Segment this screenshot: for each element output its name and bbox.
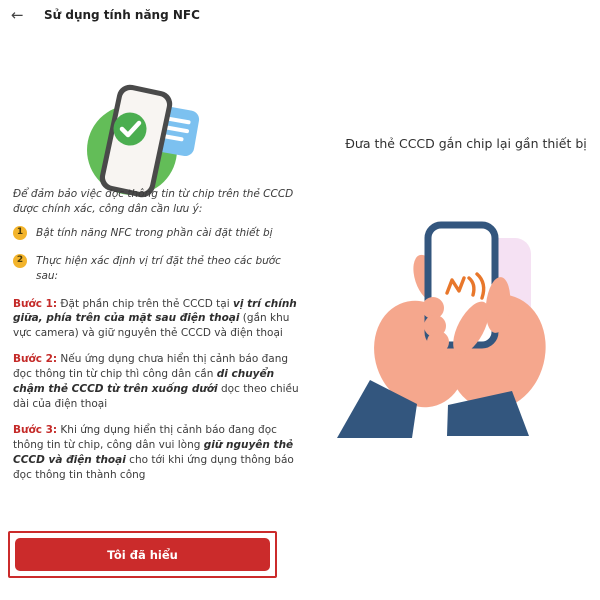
note-1-badge: 1 — [13, 226, 27, 240]
note-item-1 — [13, 226, 306, 241]
step-2-label: Bước 2: — [13, 353, 58, 366]
note-2-badge: 2 — [13, 254, 27, 268]
step-2-text: Nếu ứng dụng chưa hiển thị cảnh báo đang đọc thông tin từ chip thì công dân cần — [13, 353, 289, 381]
instructions-panel — [13, 187, 306, 494]
step-3-text: Khi ứng dụng hiển thị cảnh báo đang đọc thông tin từ chip, công dân vui lòng — [13, 423, 277, 451]
app-header — [0, 0, 600, 30]
primary-button-focus-ring — [8, 531, 277, 578]
step-1-label: Bước 1: — [13, 297, 58, 310]
confirm-understood-button[interactable]: Tôi đã hiểu — [15, 538, 270, 571]
step-3-emphasis: giữ nguyên thẻ CCCD và điện thoại — [13, 438, 294, 466]
step-2-paragraph — [13, 352, 306, 412]
step-3-text-post: cho tới khi ứng dụng thông báo đọc thông tin thành công — [13, 453, 294, 481]
step-1-paragraph — [13, 297, 306, 342]
note-item-2 — [13, 254, 306, 284]
checkmark-icon — [114, 113, 147, 146]
right-caption: Đưa thẻ CCCD gắn chip lại gần thiết bị — [345, 136, 587, 151]
back-arrow-icon[interactable]: ← — [11, 5, 24, 24]
step-1-text-post: (gần khu vực camera) và giữ nguyên thẻ CCCD và điện thoại — [13, 312, 290, 340]
step-1-emphasis: vị trí chính giữa, phía trên của mặt sau điện thoại — [13, 297, 297, 325]
step-1-text: Đặt phần chip trên thẻ CCCD tại — [57, 297, 233, 310]
step-3-paragraph — [13, 423, 306, 483]
step-2-text-post: dọc theo chiều dài của điện thoại — [13, 383, 299, 410]
step-3-label: Bước 3: — [13, 423, 58, 436]
page-title: Sử dụng tính năng NFC — [44, 8, 200, 22]
intro-text: Để đảm bảo việc đọc thông tin từ chip trên thẻ CCCD được chính xác, công dân cần lưu ý: — [13, 188, 294, 215]
note-1-text: Bật tính năng NFC trong phần cài đặt thiết bị — [36, 226, 273, 239]
step-2-emphasis: di chuyển chậm thẻ CCCD từ trên xuống dưới — [13, 368, 275, 396]
hands-holding-phone-illustration — [335, 192, 575, 452]
note-2-text: Thực hiện xác định vị trí đặt thẻ theo các bước sau: — [36, 254, 281, 282]
